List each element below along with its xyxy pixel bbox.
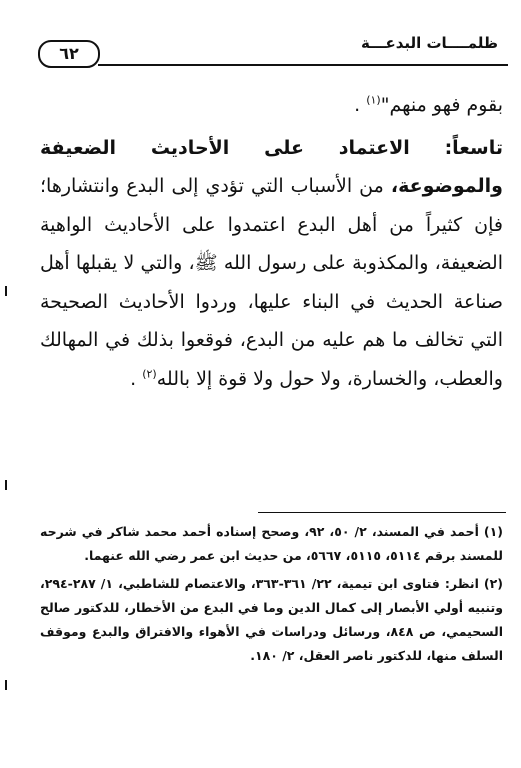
paragraph-text: من الأسباب التي تؤدي إلى البدع وانتشارها؛ فإن كثيراً من أهل البدع اعتمدوا على الأحاديث الواهية الضعيفة، والمكذوبة على رسول الله ﷺ، والتي لا يقبلها أهل صناعة الحديث في البناء عليها، وردوا الأحاديث الصحيحة التي تخالف ما هم عليه من البدع، فوقعوا بذلك في المهالك والعطب، والخسارة، ولا حول ولا قوة إلا بالله xyxy=(40,175,503,390)
margin-mark xyxy=(5,480,7,490)
margin-mark xyxy=(5,680,7,690)
paragraph-9: تاسعاً: الاعتماد على الأحاديث الضعيفة والموضوعة، من الأسباب التي تؤدي إلى البدع وانتشارها؛ فإن كثيراً من أهل البدع اعتمدوا على الأحاديث الواهية الضعيفة، والمكذوبة على رسول الله ﷺ، والتي لا يقبلها أهل صناعة الحديث في البناء عليها، وردوا الأحاديث الصحيحة التي تخالف ما هم عليه من البدع، فوقعوا بذلك في المهالك والعطب، والخسارة، ولا حول ولا قوة إلا بالله$^{(٢)}$ . xyxy=(40,136,503,390)
continuation-text: بقوم فهو منهم" xyxy=(380,94,503,116)
page-number: ٦٢ xyxy=(38,40,100,68)
margin-mark xyxy=(5,286,7,296)
footnote-marker-2: (٢) xyxy=(142,367,157,381)
continuation-line: بقوم فهو منهم"$^{(١)}$ . xyxy=(354,93,503,116)
footnotes xyxy=(40,520,503,672)
section-heading: تاسعاً: الاعتماد على الأحاديث الضعيفة والموضوعة، xyxy=(40,136,503,197)
header-rule xyxy=(98,64,508,66)
page-header xyxy=(38,28,508,68)
main-text xyxy=(40,86,503,398)
running-title: ظلمــــات البدعـــة xyxy=(360,34,498,52)
footnote-separator xyxy=(258,512,506,513)
footnote-2: (٢) انظر: فتاوى ابن تيمية، ٢٢/ ٣٦١-٣٦٣، والاعتصام للشاطبي، ١/ ٢٨٧-٢٩٤، وتنبيه أولي الأبصار إلى كمال الدين وما في البدع من الأخطار، للدكتور صالح السحيمي، ص ٨٤٨، ورسائل ودراسات في الأهواء والافتراق والبدع وموقف السلف منها، للدكتور ناصر العقل، ٢/ ١٨٠. xyxy=(40,576,504,663)
footnote-marker-1: (١) xyxy=(366,93,381,107)
footnote-1: (١) أحمد في المسند، ٢/ ٥٠، ٩٢، وصحح إسناده أحمد محمد شاكر في شرحه للمسند برقم ٥١١٤، ٥١١٥، ٥٦٦٧، من حديث ابن عمر رضي الله عنهما. xyxy=(40,524,504,563)
